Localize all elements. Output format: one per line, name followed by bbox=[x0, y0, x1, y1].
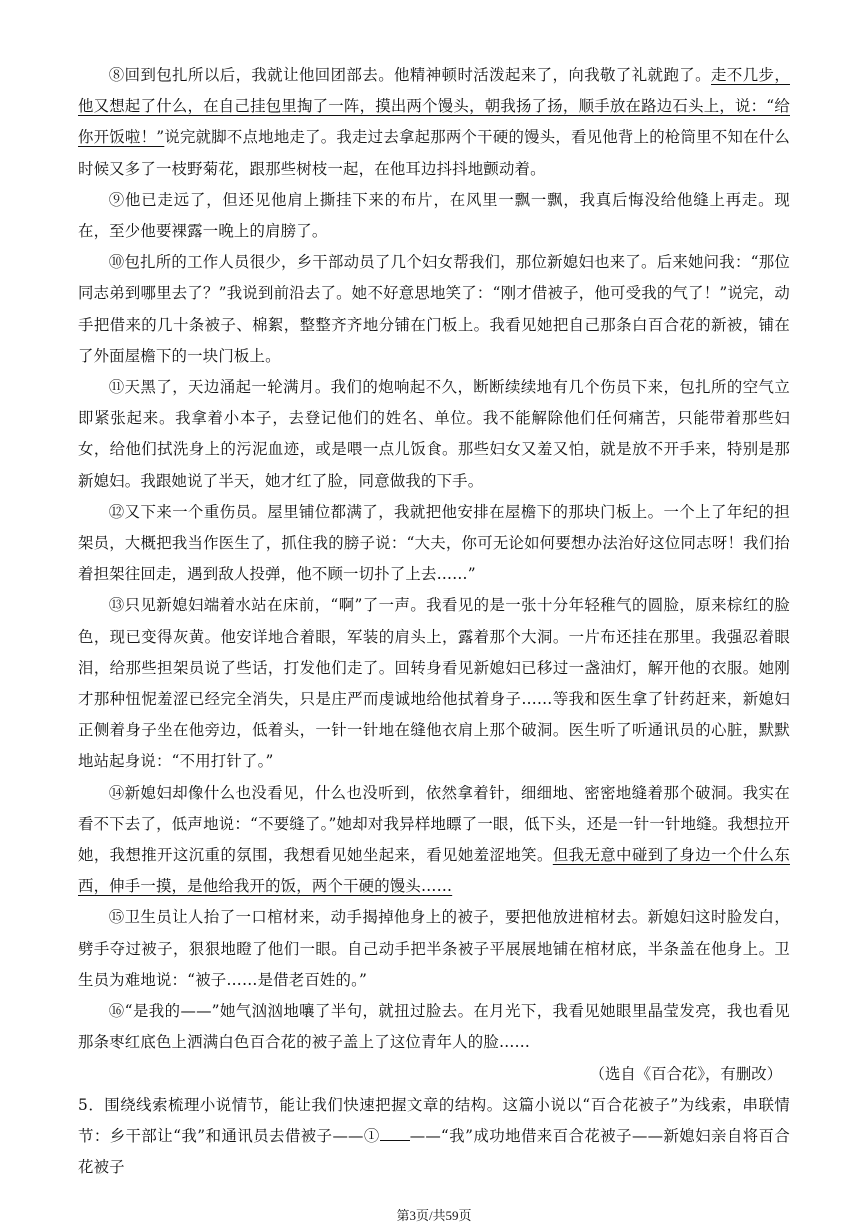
paragraph-13 bbox=[78, 590, 790, 777]
question-5 bbox=[78, 1090, 790, 1184]
paragraph-11 bbox=[78, 372, 790, 497]
question-5-text-b: ——“我”成功地借来百合花被子——新媳妇亲自将百合花被子 bbox=[78, 1126, 790, 1177]
paragraph-15-text: ⑮卫生员让人抬了一口棺材来，动手揭掉他身上的被子，要把他放进棺材去。新媳妇这时脸发白，劈手夺过被子，狠狠地瞪了他们一眼。自己动手把半条被子平展展地铺在棺材底，半条盖在他身上。卫生员为难地说：“被子……是借老百姓的。” bbox=[78, 908, 790, 989]
page-footer: 第3页/共59页 bbox=[396, 1208, 472, 1223]
paragraph-10-text: ⑩包扎所的工作人员很少，乡干部动员了几个妇女帮我们，那位新媳妇也来了。后来她问我：“那位同志弟到哪里去了？”我说到前沿去了。她不好意思地笑了：“刚才借被子，他可受我的气了！”说完，动手把借来的几十条被子、棉絮，整整齐齐地分铺在门板上。我看见她把自己那条白百合花的新被，铺在了外面屋檐下的一块门板上。 bbox=[78, 253, 790, 365]
paragraph-8-text-b: 说完就脚不点地地走了。我走过去拿起那两个干硬的馒头，看见他背上的枪筒里不知在什么时候又多了一枝野菊花，跟那些树枝一起，在他耳边抖抖地颤动着。 bbox=[78, 128, 790, 178]
paragraph-8 bbox=[78, 60, 790, 185]
question-5-text-a: 5．围绕线索梳理小说情节，能让我们快速把握文章的结构。这篇小说以“百合花被子”为线索，串联情节：乡干部让“我”和通讯员去借被子——① bbox=[78, 1095, 790, 1145]
paragraph-16 bbox=[78, 996, 790, 1058]
paragraph-13-text: ⑬只见新媳妇端着水站在床前，“啊”了一声。我看见的是一张十分年轻稚气的圆脸，原来棕红的脸色，现已变得灰黄。他安详地合着眼，军装的肩头上，露着那个大洞。一片布还挂在那里。我强忍着眼泪，给那些担架员说了些话，打发他们走了。回转身看见新媳妇已移过一盏油灯，解开他的衣服。她刚才那种忸怩羞涩已经完全消失，只是庄严而虔诚地给他拭着身子……等我和医生拿了针药赶来，新媳妇正侧着身子坐在他旁边，低着头，一针一针地在缝他衣肩上那个破洞。医生听了听通讯员的心脏，默默地站起身说：“不用打针了。” bbox=[78, 596, 790, 771]
source-citation: （选自《百合花》，有删改） bbox=[589, 1064, 782, 1083]
paragraph-9-text: ⑨他已走远了，但还见他肩上撕挂下来的布片，在风里一飘一飘，我真后悔没给他缝上再走。现在，至少他要裸露一晚上的肩膀了。 bbox=[78, 190, 790, 241]
paragraph-9 bbox=[78, 185, 790, 247]
paragraph-8-underlined: 走不几步，他又想起了什么，在自己挂包里掏了一阵，摸出两个馒头，朝我扬了扬，顺手放在路边石头上，说：“给你开饭啦！” bbox=[78, 66, 790, 147]
paragraph-15 bbox=[78, 902, 790, 996]
paragraph-14 bbox=[78, 778, 790, 903]
answer-blank[interactable] bbox=[380, 1126, 410, 1141]
paragraph-14-underlined: 但我无意中碰到了身边一个什么东西，伸手一摸，是他给我开的饭，两个干硬的馒头…… bbox=[78, 846, 790, 896]
paragraph-12 bbox=[78, 497, 790, 591]
paragraph-8-text-a: ⑧回到包扎所以后，我就让他回团部去。他精神顿时活泼起来了，向我敬了礼就跑了。 bbox=[108, 66, 711, 84]
document-page bbox=[78, 60, 790, 1183]
paragraph-16-text: ⑯“是我的——”她气汹汹地嚷了半句，就扭过脸去。在月光下，我看见她眼里晶莹发亮，我也看见那条枣红底色上洒满白色百合花的被子盖上了这位青年人的脸…… bbox=[78, 1002, 790, 1052]
paragraph-10 bbox=[78, 247, 790, 372]
paragraph-11-text: ⑪天黑了，天边涌起一轮满月。我们的炮响起不久，断断续续地有几个伤员下来，包扎所的空气立即紧张起来。我拿着小本子，去登记他们的姓名、单位。我不能解除他们任何痛苦，只能带着那些妇女，给他们拭洗身上的污泥血迹，或是喂一点儿饭食。那些妇女又羞又怕，就是放不开手来，特别是那新媳妇。我跟她说了半天，她才红了脸，同意做我的下手。 bbox=[78, 378, 790, 490]
paragraph-12-text: ⑫又下来一个重伤员。屋里铺位都满了，我就把他安排在屋檐下的那块门板上。一个上了年纪的担架员，大概把我当作医生了，抓住我的膀子说：“大夫，你可无论如何要想办法治好这位同志呀！我们抬着担架往回走，遇到敌人投弹，他不顾一切扑了上去……” bbox=[78, 502, 790, 584]
paragraph-14-text: ⑭新媳妇却像什么也没看见，什么也没听到，依然拿着针，细细地、密密地缝着那个破洞。我实在看不下去了，低声地说：“不要缝了。”她却对我异样地瞟了一眼，低下头，还是一针一针地缝。我想拉开她，我想推开这沉重的氛围，我想看见她坐起来，看见她羞涩地笑。 bbox=[78, 783, 790, 865]
